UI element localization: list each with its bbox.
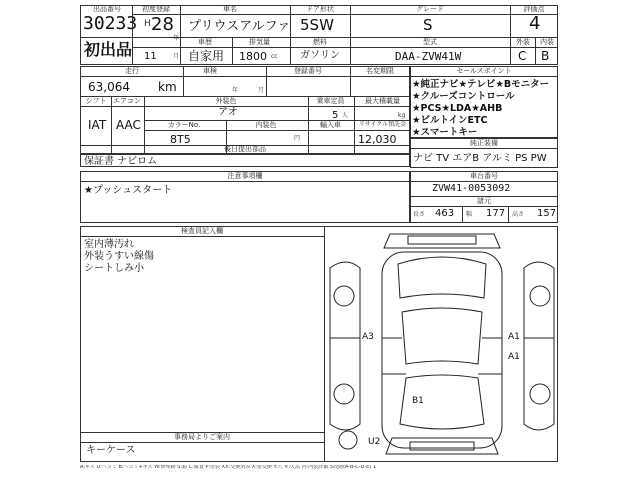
shift-label: シフト xyxy=(85,97,107,105)
col-line xyxy=(132,5,133,65)
inspection-label: 車検 xyxy=(203,67,217,75)
col-line xyxy=(324,226,325,462)
ext-grade: C xyxy=(518,49,527,63)
lot-label: 出品番号 xyxy=(93,5,121,13)
color-number-label: カラーNo. xyxy=(167,121,201,129)
fuel-label: 燃料 xyxy=(313,38,327,46)
year-label: 初度登録 xyxy=(142,5,170,13)
genuine-equipment-label: 純正装備 xyxy=(470,139,498,147)
recycle-unit: 円 xyxy=(294,135,301,142)
row-line xyxy=(144,120,410,121)
notes-label: 注意事項欄 xyxy=(227,172,263,180)
col-line xyxy=(180,5,181,65)
col-line xyxy=(290,5,291,65)
damage-mark-a1-front: A1 xyxy=(508,332,520,342)
car-left-side-view xyxy=(330,262,360,430)
first-listing-badge: 初出品 xyxy=(84,40,133,59)
owner-change-label: 名変期限 xyxy=(366,67,394,75)
year-unit: 年 xyxy=(173,35,180,42)
wheel-front-right xyxy=(530,286,550,306)
lot-number: 30233 xyxy=(83,13,138,34)
genuine-equipment: ナビ TV エアB アルミ PS PW xyxy=(413,153,547,164)
length: 463 xyxy=(435,208,455,219)
damage-mark-a3: A3 xyxy=(362,332,374,342)
import-label: 輸入車 xyxy=(320,121,341,129)
mileage-label: 走行 xyxy=(125,67,139,75)
load-unit: kg xyxy=(398,112,406,119)
score: 4 xyxy=(529,13,541,34)
seats: 5 xyxy=(332,110,339,121)
wheel-front-left xyxy=(334,286,354,306)
ext-grade-label: 外装 xyxy=(516,38,530,46)
row-line xyxy=(180,47,510,48)
recycle-fee: 12,030 xyxy=(358,133,397,146)
sales-point: ★クルーズコントロール xyxy=(412,91,515,102)
row-line xyxy=(510,47,558,48)
mileage: 63,064 xyxy=(88,80,130,94)
col-line xyxy=(535,37,536,65)
era: H xyxy=(144,19,151,29)
seats-label: 乗車定員 xyxy=(316,97,345,105)
row-line xyxy=(80,96,410,97)
chassis-number: ZVW41-0053092 xyxy=(432,183,511,194)
model-label: 型式 xyxy=(423,38,437,46)
usage-label: 車歴 xyxy=(198,38,212,46)
row-line xyxy=(80,442,324,443)
inspection-remark: 外装うすい線傷 xyxy=(84,251,154,262)
inspection-remark: 室内薄汚れ xyxy=(84,239,134,250)
wheel-rear-left xyxy=(334,384,354,404)
office-notice: キーケース xyxy=(86,445,136,456)
air-conditioner: AAC xyxy=(116,118,141,132)
col-line xyxy=(232,37,233,65)
chassis-label: 車台番号 xyxy=(470,172,498,180)
car-front-view xyxy=(384,234,500,248)
row-line xyxy=(132,47,180,48)
year: 28 xyxy=(151,14,174,35)
damage-mark-b1: B1 xyxy=(412,396,424,406)
registration-label: 登録番号 xyxy=(294,67,322,75)
col-line xyxy=(350,5,351,65)
month: 11 xyxy=(144,51,157,62)
name-label: 車名 xyxy=(223,5,237,13)
options: 保証書 ナビロム xyxy=(84,156,158,167)
row-line xyxy=(80,181,410,182)
wheel-rear-right xyxy=(530,384,550,404)
sales-point: ★ビルトインETC xyxy=(412,115,488,126)
ac-label: エアコン xyxy=(113,97,141,105)
exterior-color: アオ xyxy=(218,107,238,118)
car-damage-diagram xyxy=(326,228,558,460)
displacement-unit: cc xyxy=(271,53,278,60)
inspection-month-unit: 月 xyxy=(258,87,265,94)
sales-point: ★純正ナビ★テレビ★Bモニター xyxy=(412,79,550,90)
month-unit: 月 xyxy=(173,53,180,60)
damage-legend: A:キズ U:ヘコミ B:ヘコミ+キズ W:修理跡 S:錆 C:腐食 P:塗装 XX:交換済み X:要交換 Y:穴 ×:欠品 内:内装評価 5段階(A-B-C-D-E) 1 xyxy=(80,465,377,470)
row-line xyxy=(410,206,558,207)
car-name: プリウスアルファ xyxy=(188,19,291,34)
row-line xyxy=(144,106,410,107)
col-line xyxy=(508,206,509,223)
int-grade-label: 内装 xyxy=(540,38,554,46)
seats-unit: 人 xyxy=(342,112,349,119)
row-line xyxy=(80,106,144,107)
inspection-remark: シートしみ小 xyxy=(84,263,144,274)
load-label: 最大積載量 xyxy=(365,97,400,105)
grade: S xyxy=(423,16,433,34)
width: 177 xyxy=(486,208,506,219)
col-line xyxy=(183,66,184,96)
sales-point: ★スマートキー xyxy=(412,127,478,138)
spare-wheel xyxy=(339,431,357,449)
car-rear-view xyxy=(386,438,498,454)
sales-points-label: セールスポイント xyxy=(456,67,512,75)
shift: IAT xyxy=(88,118,107,132)
interior-color-label: 内装色 xyxy=(255,121,277,129)
color-number: 8T5 xyxy=(170,133,191,146)
door-label: ドア形状 xyxy=(306,5,334,13)
inspection-year-unit: 年 xyxy=(232,87,239,94)
options-label: 後日提出部品 xyxy=(224,145,266,153)
length-label: 長さ xyxy=(413,211,426,218)
row-line xyxy=(80,76,410,77)
int-grade: B xyxy=(541,49,550,63)
row-line xyxy=(132,14,558,15)
car-right-side-view xyxy=(524,262,554,430)
damage-mark-a1-rear: A1 xyxy=(508,352,520,362)
row-line xyxy=(80,37,132,38)
damage-mark-u2: U2 xyxy=(368,437,381,447)
row-line xyxy=(410,148,558,149)
row-line xyxy=(410,76,558,77)
width-label: 幅 xyxy=(466,211,473,218)
mileage-unit: km xyxy=(158,80,177,94)
inspection-title: 検査員記入欄 xyxy=(181,227,223,235)
col-line xyxy=(510,5,511,65)
row-line xyxy=(80,154,410,155)
sales-point: ★PCS★LDA★AHB xyxy=(412,103,503,114)
grade-label: グレード xyxy=(416,5,444,13)
score-label: 評価点 xyxy=(523,5,545,13)
color-label: 外装色 xyxy=(215,97,237,105)
usage: 自家用 xyxy=(188,49,225,63)
disp-label: 排気量 xyxy=(249,38,270,46)
height: 157 xyxy=(537,208,557,219)
model-code: DAA-ZVW41W xyxy=(395,50,462,63)
col-line xyxy=(462,206,463,223)
row-line xyxy=(410,181,558,182)
height-label: 高さ xyxy=(512,211,525,218)
col-line xyxy=(266,66,267,96)
recycle-label: リサイクル預託金 xyxy=(358,121,407,128)
door-type: 5SW xyxy=(300,16,334,34)
notes: ★プッシュスタート xyxy=(84,185,173,196)
car-top-view xyxy=(382,252,502,448)
office-notice-label: 事務局よりご案内 xyxy=(174,433,230,441)
fuel: ガソリン xyxy=(300,50,340,61)
row-line xyxy=(132,37,510,38)
col-line xyxy=(350,66,351,96)
row-line xyxy=(510,37,558,38)
row-line xyxy=(80,236,324,237)
displacement: 1800 xyxy=(239,50,267,63)
row-line xyxy=(144,130,410,131)
dims-label: 諸元 xyxy=(477,197,491,205)
